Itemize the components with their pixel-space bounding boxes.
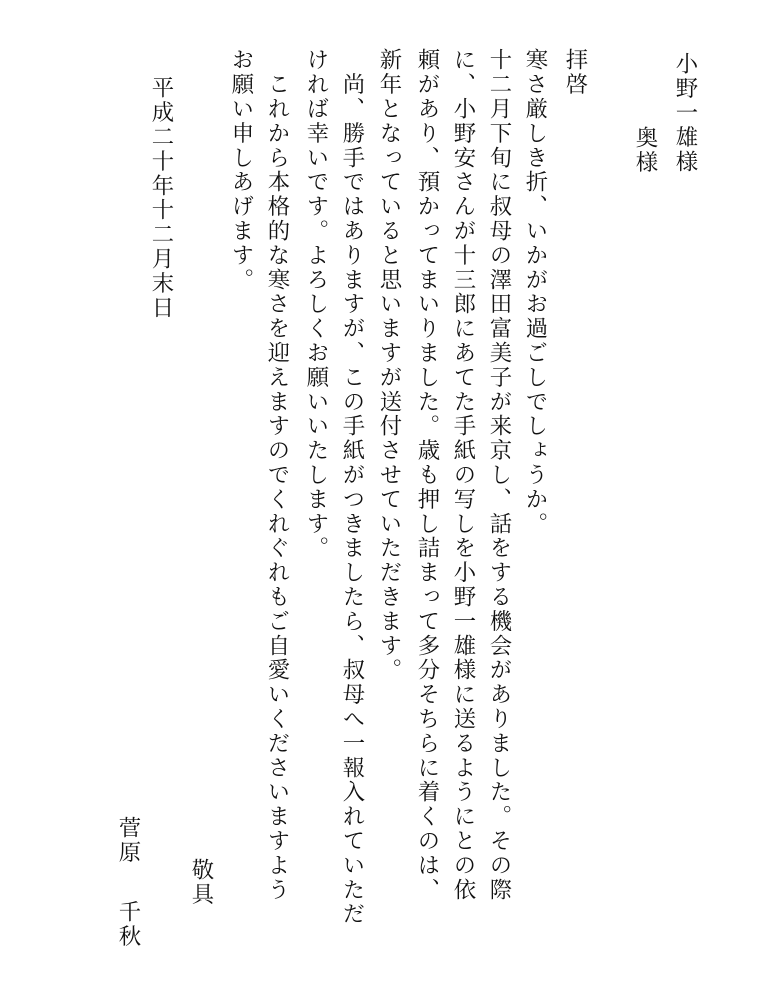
recipient-spouse: 奥様	[632, 126, 658, 175]
sender-surname: 菅原	[115, 816, 141, 865]
body-line-2: 十二月下旬に叔母の澤田富美子が来京し、話をする機会がありました。その際	[486, 48, 512, 902]
opening-salutation: 拝啓	[562, 48, 588, 97]
recipient-name: 小野一雄様	[672, 52, 698, 174]
closing-phrase: 敬具	[188, 858, 214, 907]
body-line-3: に、小野安さんが十三郎にあてた手紙の写しを小野一雄様に送るようにとの依	[450, 48, 476, 902]
body-line-1: 寒さ厳しき折、いかがお過ごしでしょうか。	[522, 48, 548, 536]
body-line-8: これから本格的な寒さを迎えますのでくれぐれもご自愛いくださいますよう	[264, 48, 290, 902]
letter-date: 平成二十年十二月末日	[148, 76, 174, 320]
body-line-5: 新年となっていると思いますが送付させていただきます。	[376, 48, 402, 683]
body-line-4: 頼があり、預かってまいりました。歳も押し詰まって多分そちらに着くのは、	[414, 48, 440, 902]
body-line-6: 尚、勝手ではありますが、この手紙がつきましたら、叔母へ一報入れていただ	[339, 48, 365, 927]
sender-given-name: 千秋	[115, 900, 141, 949]
body-line-9: お願い申しあげます。	[228, 48, 254, 292]
body-line-7: ければ幸いです。よろしくお願いいたします。	[303, 48, 329, 561]
